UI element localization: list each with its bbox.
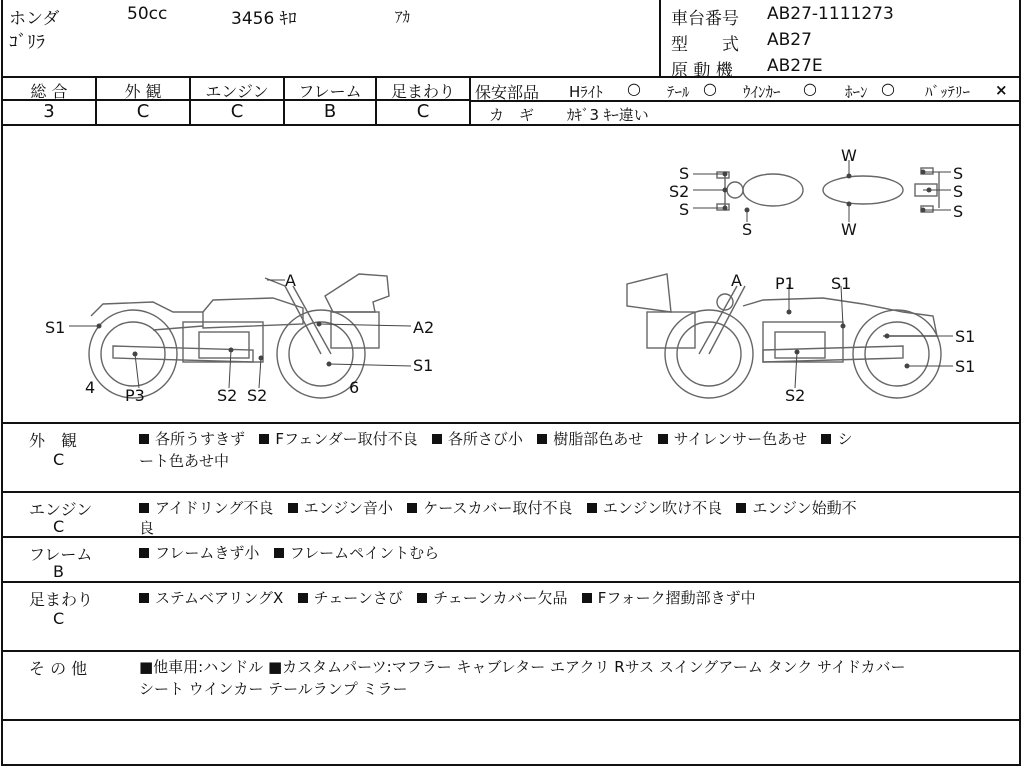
right-label-s2: S2: [785, 386, 806, 405]
top-label-w1: W: [841, 146, 857, 165]
remarks-category: エンジン: [29, 500, 93, 519]
remarks-items: [139, 497, 857, 518]
remark-item: サイレンサー色あせ: [673, 430, 808, 448]
engine-label: 原 動 機: [671, 61, 733, 81]
remark-item: 各所うすきず: [155, 430, 246, 448]
left-label-p3: P3: [125, 386, 145, 405]
safety-winker-mark: ○: [803, 79, 817, 98]
remarks-category: そ の 他: [29, 659, 88, 678]
score-value-suspension: C: [416, 101, 430, 122]
score-label-exterior: 外 観: [124, 82, 162, 101]
remark-item: エンジン音小: [303, 499, 393, 517]
remark-item: Fフォーク摺動部きず中: [597, 589, 756, 607]
top-label-s6: S: [953, 182, 964, 201]
type-value: AB27: [767, 30, 812, 50]
remarks-divider: [3, 491, 1021, 493]
frame-no-label: 車台番号: [671, 9, 739, 29]
right-label-a: A: [731, 271, 742, 290]
remark-item: エンジン吹け不良: [602, 499, 723, 517]
remark-item: フレームペイントむら: [289, 544, 440, 562]
model-name: ｺﾞﾘﾗ: [9, 32, 45, 53]
top-label-s1: S: [679, 164, 690, 183]
top-label-s7: S: [953, 202, 964, 221]
safety-horn-label: ﾎｰﾝ: [845, 83, 868, 101]
remark-other-line2: シート ウインカー テールランプ ミラー: [139, 680, 408, 698]
remark-item: ステムベアリングX: [155, 589, 284, 607]
remarks-grade: C: [53, 450, 65, 469]
right-label-s1-tank: S1: [831, 274, 852, 293]
top-label-w2: W: [841, 220, 857, 239]
remarks-category: 足まわり: [29, 590, 94, 609]
top-label-s2: S2: [669, 182, 690, 201]
displacement: 50cc: [127, 4, 168, 24]
header-vertical-divider: [659, 0, 661, 77]
mileage: 3456 ｷﾛ: [231, 9, 297, 29]
inspection-sheet: [1, 0, 1021, 766]
score-label-suspension: 足まわり: [390, 82, 455, 101]
safety-tail-mark: ○: [703, 79, 717, 98]
remarks-category: フレーム: [29, 545, 93, 564]
frame-no-value: AB27-1111273: [767, 4, 894, 24]
remarks-items: [139, 587, 756, 608]
left-label-a2: A2: [413, 318, 435, 337]
left-side-bike: [89, 274, 389, 398]
remark-item: チェーンカバー欠品: [433, 589, 568, 607]
right-label-s1-rear-b: S1: [955, 357, 976, 376]
left-label-a: A: [285, 271, 296, 290]
safety-parts-title: 保安部品: [475, 83, 540, 102]
left-label-4: 4: [85, 378, 96, 397]
remarks-top-line: [3, 422, 1021, 424]
type-label: 型 式: [671, 35, 739, 55]
top-label-s5: S: [953, 164, 964, 183]
remarks-category: 外 観: [29, 431, 78, 450]
remark-item: チェーンさび: [313, 589, 403, 607]
remarks-items: [139, 542, 439, 563]
color: ｱｶ: [395, 8, 411, 26]
remark-item: アイドリング不良: [155, 499, 274, 517]
remark-item: Fフェンダー取付不良: [275, 430, 418, 448]
remarks-divider: [3, 536, 1021, 538]
remarks-items: [139, 428, 852, 449]
right-label-p1: P1: [775, 274, 795, 293]
top-label-s3: S: [679, 200, 690, 219]
left-label-6: 6: [349, 378, 360, 397]
score-label-frame: フレーム: [298, 82, 362, 101]
score-label-engine: エンジン: [205, 82, 269, 101]
safety-headlight-mark: ○: [627, 79, 641, 98]
safety-winker-label: ｳｲﾝｶｰ: [743, 83, 781, 101]
remark-item: シ: [837, 430, 853, 448]
remarks-divider: [3, 581, 1021, 583]
left-label-s1-rear: S1: [45, 318, 66, 337]
remark-item: 各所さび小: [447, 430, 523, 448]
remark-item-continued: 良: [139, 519, 155, 537]
remark-item-continued: ート色あせ中: [139, 452, 230, 470]
maker: ホンダ: [9, 9, 60, 29]
safety-battery-mark: ×: [995, 81, 1008, 99]
left-label-s2b: S2: [247, 386, 268, 405]
engine-value: AB27E: [767, 56, 823, 76]
safety-tail-label: ﾃｰﾙ: [667, 83, 690, 101]
remarks-grade: B: [53, 562, 64, 581]
damage-diagram: [3, 126, 1021, 422]
header-divider: [3, 76, 1021, 78]
left-label-s1-front: S1: [413, 356, 434, 375]
remarks-grade: C: [53, 517, 65, 536]
remark-item: ケースカバー取付不良: [423, 499, 573, 517]
remark-item: フレームきず小: [155, 544, 260, 562]
top-view-bike: [717, 168, 939, 212]
score-value-frame: B: [323, 101, 337, 122]
key-value: ｶｷﾞ3 ｷｰ違い: [567, 106, 649, 124]
remark-item: エンジン始動不: [752, 499, 857, 517]
key-label: カ ギ: [489, 106, 535, 124]
right-label-s1-rear-a: S1: [955, 327, 976, 346]
safety-battery-label: ﾊﾞｯﾃﾘｰ: [925, 83, 971, 101]
left-label-s2a: S2: [217, 386, 238, 405]
remarks-divider: [3, 650, 1021, 652]
remark-other-line1: ■他車用:ハンドル ■カスタムパーツ:マフラー キャブレター エアクリ Rサス スイングアーム タンク サイドカバー: [139, 658, 906, 676]
safety-headlight-label: Hﾗｲﾄ: [569, 83, 603, 101]
remark-item: 樹脂部色あせ: [553, 430, 644, 448]
remarks-grade: C: [53, 609, 65, 628]
score-label-total: 総 合: [30, 82, 68, 101]
score-value-total: 3: [43, 101, 55, 122]
score-value-engine: C: [230, 101, 244, 122]
score-value-exterior: C: [136, 101, 150, 122]
top-label-s4: S: [742, 220, 753, 239]
safety-horn-mark: ○: [881, 79, 895, 98]
remarks-bottom-line: [3, 719, 1021, 721]
